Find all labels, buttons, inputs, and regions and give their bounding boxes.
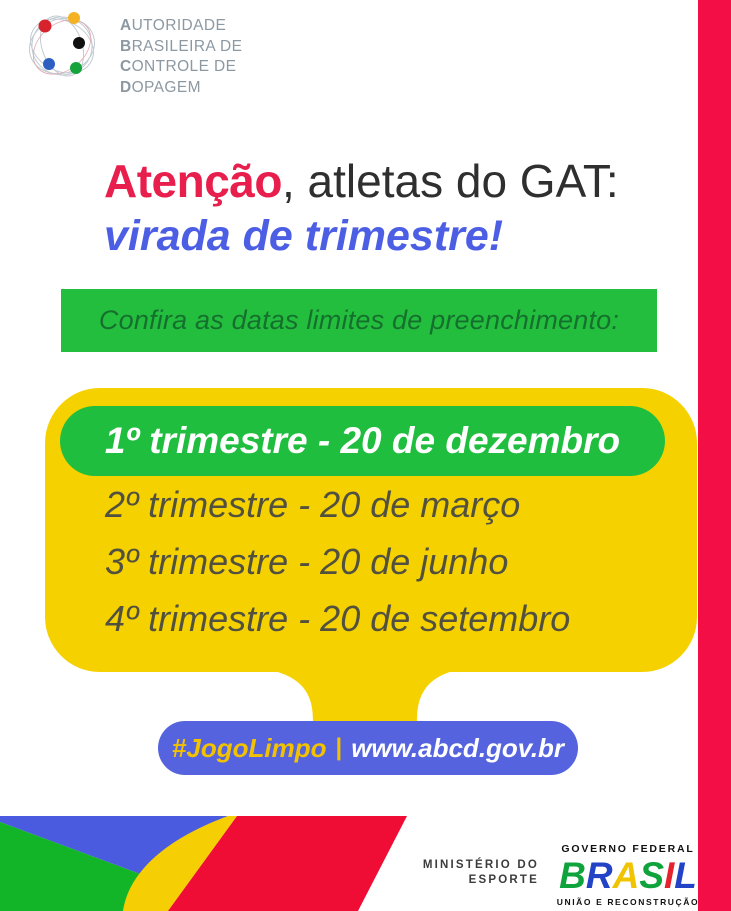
abcd-sphere-icon <box>24 6 112 90</box>
ministry-logo <box>423 859 539 886</box>
footer-ribbon-shapes <box>0 816 410 911</box>
dot-yellow <box>68 12 80 24</box>
dot-red <box>39 20 52 33</box>
right-red-stripe <box>698 0 731 911</box>
first-quarter-highlight <box>60 406 665 476</box>
sub-heading: virada de trimestre! <box>104 212 504 260</box>
brasil-wordmark <box>553 856 703 896</box>
heading-rest: , atletas do GAT: <box>281 155 619 207</box>
first-quarter-text: 1º trimestre - 20 de dezembro <box>104 420 621 461</box>
schedule-list <box>105 476 570 647</box>
abcd-logo-line: CONTROLE DE <box>120 58 237 75</box>
abcd-logo <box>24 6 242 98</box>
brasil-letter: L <box>674 855 697 896</box>
website-url: www.abcd.gov.br <box>351 732 565 763</box>
brasil-letter: R <box>585 855 613 896</box>
schedule-bubble <box>45 388 697 672</box>
abcd-logo-line: BRASILEIRA DE <box>120 37 243 55</box>
abcd-logo-line: DOPAGEM <box>120 78 201 96</box>
pill-separator: | <box>335 734 343 761</box>
brasil-letter: I <box>664 855 675 896</box>
abcd-logo-text <box>120 16 242 98</box>
banner-text: Confira as datas limites de preenchimento: <box>98 305 620 335</box>
hashtag-text: #JogoLimpo <box>171 732 327 763</box>
ministry-line1: MINISTÉRIO DO <box>422 859 539 871</box>
main-heading <box>104 156 619 206</box>
schedule-item: 4º trimestre - 20 de setembro <box>105 598 571 639</box>
campaign-pill <box>158 721 578 775</box>
schedule-item: 2º trimestre - 20 de março <box>105 484 521 525</box>
heading-attention: Atenção <box>104 155 282 207</box>
uniao-reconstrucao-text: UNIÃO E RECONSTRUÇÃO <box>556 897 700 907</box>
ministry-line2: ESPORTE <box>468 874 539 886</box>
brasil-letter: A <box>612 855 640 896</box>
bubble-tail <box>258 668 468 721</box>
schedule-item: 3º trimestre - 20 de junho <box>105 541 509 582</box>
brasil-letter: B <box>559 855 586 896</box>
dot-green <box>70 62 82 74</box>
abcd-logo-line: AUTORIDADE <box>120 17 227 34</box>
dot-blue <box>43 58 55 70</box>
brasil-letter: S <box>639 855 664 896</box>
governo-federal-text: GOVERNO FEDERAL <box>561 843 695 855</box>
green-banner <box>61 289 657 352</box>
dot-black <box>73 37 85 49</box>
governo-federal-logo <box>553 843 703 907</box>
